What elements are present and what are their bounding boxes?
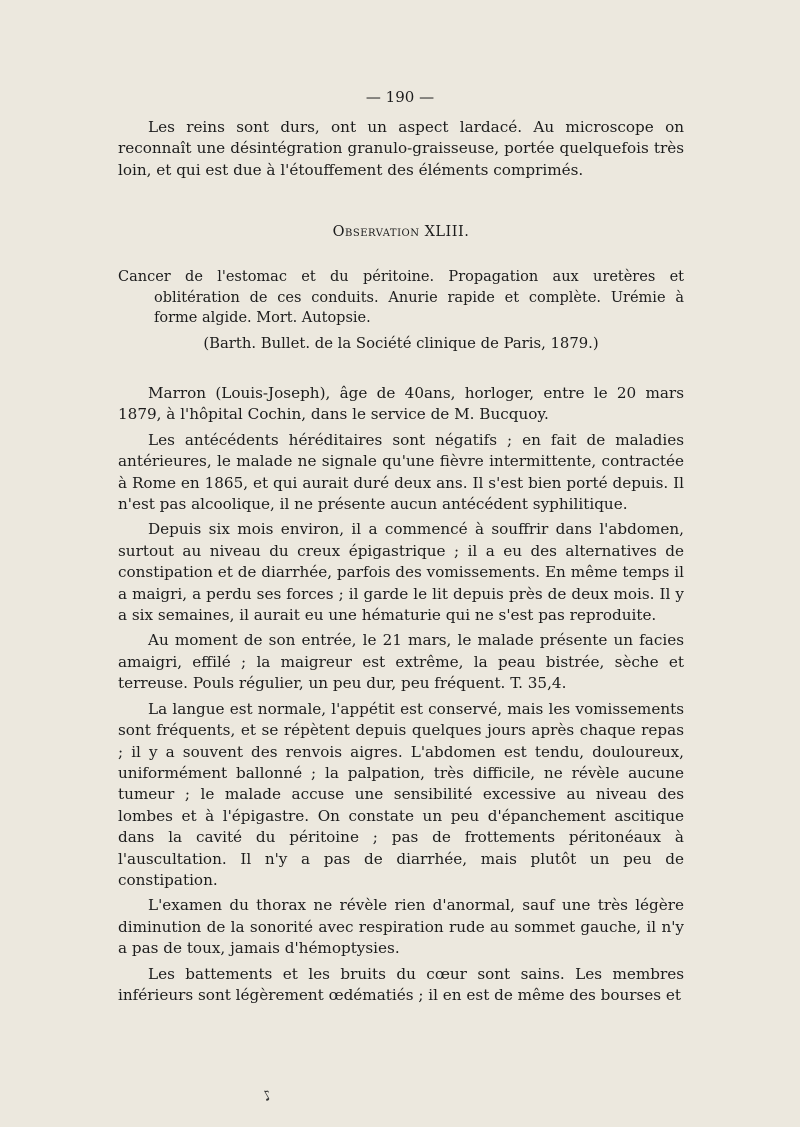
- paragraph: Les reins sont durs, ont un aspect lardacé. Au microscope on reconnaît une désintégration granulo-graisseuse, portée quelquefois très loin, et qui est due à l'étouffement des éléments comprimés.: [118, 118, 684, 179]
- paragraph: L'examen du thorax ne révèle rien d'anormal, sauf une très légère diminution de la sonorité avec respiration rude au sommet gauche, il n'y a pas de toux, jamais d'hémoptysies.: [118, 896, 684, 958]
- paragraph: Les antécédents héréditaires sont négatifs ; en fait de maladies antérieures, le malade ne signale qu'une fièvre intermittente, contractée à Rome en 1865, et qui aurait duré deux ans. Il s'est bien porté depuis. Il n'est pas alcoolique, il ne présente aucun antécédent syphilitique.: [118, 430, 684, 514]
- citation: (Barth. Bullet. de la Société clinique de Paris, 1879.): [203, 335, 599, 352]
- paragraph: Au moment de son entrée, le 21 mars, le malade présente un facies amaigri, effilé ; la maigreur est extrême, la peau bistrée, sèche et terreuse. Pouls régulier, un peu dur, peu fréquent. T. 35,4.: [118, 631, 684, 693]
- observation-summary: [118, 267, 684, 329]
- page-number: — 190 —: [365, 88, 435, 106]
- intro-paragraph: [118, 117, 684, 181]
- case-body: [118, 383, 684, 1006]
- paragraph: La langue est normale, l'appétit est conservé, mais les vomissements sont fréquents, et se répètent depuis quelques jours après chaque repas ; il y a souvent des renvois aigres. L'abdomen est tendu, douloureux, uniformément ballonné ; la palpation, très difficile, ne révèle aucune tumeur ; le malade accuse une sensibilité excessive au niveau des lombes et à l'épigastre. On constate un peu d'épanchement ascitique dans la cavité du péritoine ; pas de frottements péritonéaux à l'auscultation. Il n'y a pas de diarrhée, mais plutôt un peu de constipation.: [118, 699, 684, 889]
- summary-text: Cancer de l'estomac et du péritoine. Propagation aux uretères et oblitération de ces conduits. Anurie rapide et complète. Urémie à forme algide. Mort. Autopsie.: [118, 269, 684, 326]
- paragraph: Depuis six mois environ, il a commencé à souffrir dans l'abdomen, surtout au niveau du creux épigastrique ; il a eu des alternatives de constipation et de diarrhée, parfois des vomissements. En même temps il a maigri, a perdu ses forces ; il garde le lit depuis près de deux mois. Il y a six semaines, il aurait eu une hématurie qui ne s'est pas reproduite.: [118, 520, 684, 625]
- observation-heading: Observation XLIII.: [332, 224, 470, 240]
- paragraph: Les battements et les bruits du cœur sont sains. Les membres inférieurs sont légèrement œdématiés ; il en est de même des bourses et: [118, 964, 684, 1004]
- paragraph: Marron (Louis-Joseph), âge de 40ans, horloger, entre le 20 mars 1879, à l'hôpital Cochin, dans le service de M. Bucquoy.: [118, 384, 684, 424]
- stray-ink-mark: ♪: [259, 1086, 276, 1106]
